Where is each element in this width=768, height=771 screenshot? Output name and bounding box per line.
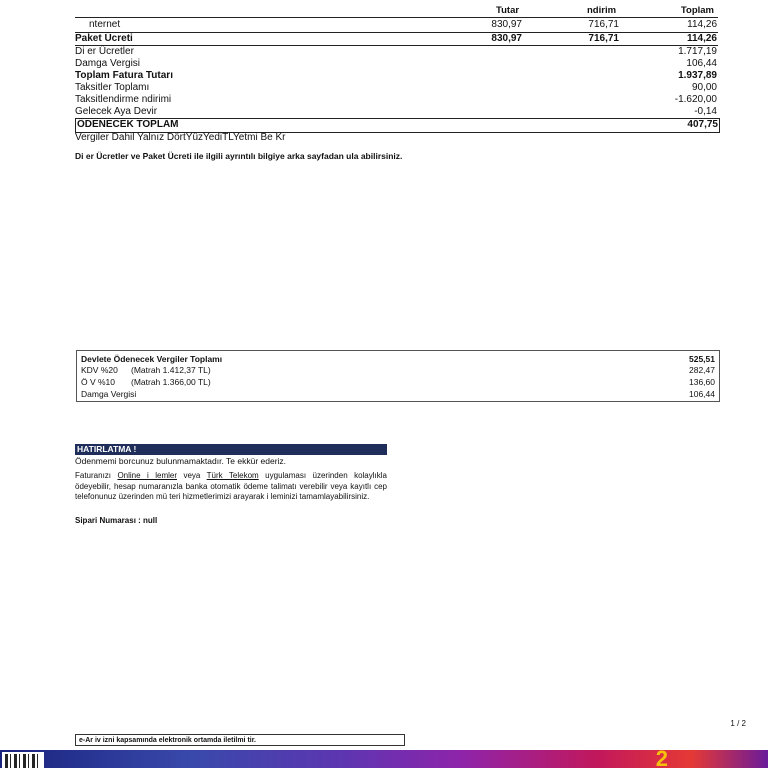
row-odenecek bbox=[75, 118, 720, 133]
row-taksit bbox=[75, 82, 718, 94]
row-taksit-indirim bbox=[75, 94, 718, 106]
tax-kdv-base: (Matrah 1.412,37 TL) bbox=[131, 365, 211, 375]
tax-oiv-label: Ö V %10 bbox=[81, 377, 116, 387]
row-odenecek-toplam: 407,75 bbox=[687, 119, 718, 130]
col-indirim-header: ndirim bbox=[587, 5, 617, 16]
reminder-para-a: Faturanızı bbox=[75, 471, 118, 480]
tax-damga-value: 106,44 bbox=[689, 389, 715, 399]
row-internet bbox=[75, 19, 718, 31]
reminder-paragraph bbox=[75, 471, 387, 503]
row-internet-label: nternet bbox=[89, 19, 121, 30]
row-devir-toplam: -0,14 bbox=[694, 106, 717, 117]
reminder-para-b: veya bbox=[177, 471, 207, 480]
row-internet-tutar: 830,97 bbox=[491, 19, 522, 30]
reminder-para-c: uygulaması üzerinden kolaylıkla ödeyebilir, hesap numaranızla banka otomatik ödeme talimatı verebilir veya kayıtlı cep telefonunuz üzerinden mü teri hizmetlerimizi arayarak i leminizi tamamlayabilirsiniz. bbox=[75, 471, 387, 501]
order-number: Sipari Numarası : null bbox=[75, 516, 158, 525]
tax-oiv-base: (Matrah 1.366,00 TL) bbox=[131, 377, 211, 387]
row-paket-indirim: 716,71 bbox=[588, 33, 619, 44]
row-devir bbox=[75, 106, 718, 118]
row-damga-label: Damga Vergisi bbox=[75, 58, 141, 69]
qr-code-icon bbox=[2, 752, 44, 768]
row-taksit-indirim-label: Taksitlendirme ndirimi bbox=[75, 94, 172, 105]
row-fatura-label: Toplam Fatura Tutarı bbox=[75, 70, 173, 81]
tax-summary-box bbox=[76, 350, 720, 402]
page-number: 1 / 2 bbox=[730, 719, 746, 728]
row-paket-toplam: 114,26 bbox=[686, 33, 717, 44]
tax-kdv-row bbox=[81, 364, 715, 376]
row-devir-label: Gelecek Aya Devir bbox=[75, 106, 158, 117]
row-diger-label: Di er Ücretler bbox=[75, 46, 134, 57]
row-paket bbox=[75, 32, 718, 46]
band-digit: 2 bbox=[655, 746, 668, 771]
row-taksit-toplam: 90,00 bbox=[691, 82, 717, 93]
tax-kdv-value: 282,47 bbox=[689, 365, 715, 375]
reminder-title: HATIRLATMA ! bbox=[75, 444, 387, 455]
col-tutar-header: Tutar bbox=[496, 5, 520, 16]
tax-damga-label: Damga Vergisi bbox=[81, 389, 137, 399]
turk-telekom-link[interactable]: Türk Telekom bbox=[206, 471, 259, 480]
tax-title-value: 525,51 bbox=[689, 354, 715, 364]
footer-color-band bbox=[0, 746, 768, 771]
e-archive-note: e-Ar iv izni kapsamında elektronik ortamda iletilmi tir. bbox=[75, 734, 405, 746]
row-paket-label: Paket Ücreti bbox=[75, 33, 133, 44]
row-internet-toplam: 114,26 bbox=[687, 19, 717, 30]
row-damga-toplam: 106,44 bbox=[686, 58, 717, 69]
row-odenecek-label: ÖDENECEK TOPLAM bbox=[77, 119, 179, 130]
row-taksit-label: Taksitler Toplamı bbox=[75, 82, 150, 93]
online-islemler-link[interactable]: Online i lemler bbox=[117, 471, 178, 480]
col-toplam-header: Toplam bbox=[680, 5, 714, 16]
row-damga bbox=[75, 58, 718, 70]
row-diger bbox=[75, 46, 718, 58]
detail-note: Di er Ücretler ve Paket Ücreti ile ilgili ayrıntılı bilgiye arka sayfadan ula abilirsiniz. bbox=[75, 151, 403, 161]
tax-oiv-value: 136,60 bbox=[689, 377, 715, 387]
row-paket-tutar: 830,97 bbox=[491, 33, 522, 44]
tax-kdv-label: KDV %20 bbox=[81, 365, 118, 375]
row-taksit-indirim-toplam: -1.620,00 bbox=[674, 94, 717, 105]
table-header bbox=[75, 3, 718, 18]
tax-title-label: Devlete Ödenecek Vergiler Toplamı bbox=[81, 354, 223, 364]
row-fatura bbox=[75, 70, 718, 82]
row-fatura-toplam: 1.937,89 bbox=[678, 70, 717, 81]
row-internet-indirim: 716,71 bbox=[588, 19, 619, 30]
tax-oiv-row bbox=[81, 376, 715, 388]
amount-in-words: Vergiler Dahil Yalnız DörtYüzYediTLYetmi Be Kr bbox=[75, 132, 286, 143]
row-diger-toplam: 1.717,19 bbox=[678, 46, 717, 57]
tax-damga-row bbox=[81, 388, 715, 400]
reminder-no-debt: Ödenmemi borcunuz bulunmamaktadır. Te ekkür ederiz. bbox=[75, 456, 287, 466]
